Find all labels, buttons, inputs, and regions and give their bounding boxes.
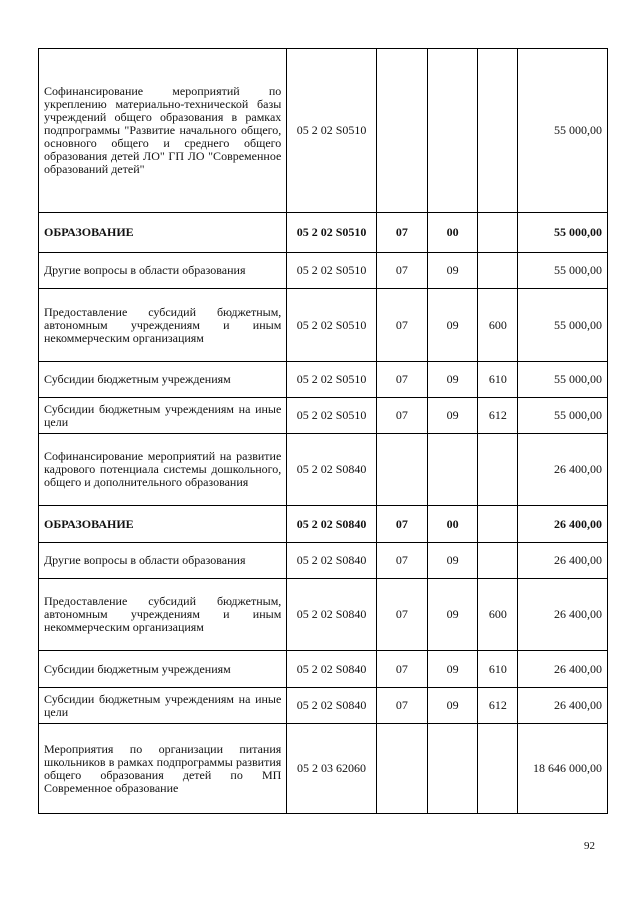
- cell-section: 07: [376, 506, 427, 543]
- row-name-text: Субсидии бюджетным учреждениям на иные цели: [44, 401, 282, 429]
- cell-target-code: 05 2 02 S0510: [287, 289, 376, 362]
- row-name-text: Субсидии бюджетным учреждениям: [44, 372, 231, 386]
- cell-amount: 26 400,00: [518, 579, 608, 651]
- cell-expense-type: [478, 213, 518, 253]
- cell-target-code: 05 2 02 S0840: [287, 543, 376, 579]
- cell-subsection: 09: [428, 579, 478, 651]
- cell-amount: 26 400,00: [518, 506, 608, 543]
- table-row: [39, 398, 608, 434]
- table-row: [39, 253, 608, 289]
- cell-expense-type: [478, 434, 518, 506]
- cell-section: 07: [376, 651, 427, 688]
- cell-section: 07: [376, 362, 427, 398]
- cell-expense-type: 610: [478, 651, 518, 688]
- cell-expense-type: [478, 49, 518, 213]
- cell-amount: 26 400,00: [518, 434, 608, 506]
- table-row: [39, 651, 608, 688]
- page-number: 92: [584, 840, 595, 852]
- row-name-text: Другие вопросы в области образования: [44, 263, 246, 277]
- cell-name: [39, 213, 287, 253]
- cell-amount: 26 400,00: [518, 543, 608, 579]
- cell-section: 07: [376, 213, 427, 253]
- table-row: [39, 724, 608, 814]
- table-row: [39, 688, 608, 724]
- cell-expense-type: 612: [478, 398, 518, 434]
- cell-subsection: 09: [428, 362, 478, 398]
- cell-section: [376, 434, 427, 506]
- cell-amount: 55 000,00: [518, 362, 608, 398]
- cell-subsection: 00: [428, 506, 478, 543]
- cell-section: 07: [376, 398, 427, 434]
- cell-amount: 55 000,00: [518, 253, 608, 289]
- cell-target-code: 05 2 02 S0840: [287, 434, 376, 506]
- cell-name: [39, 543, 287, 579]
- cell-name: [39, 289, 287, 362]
- cell-target-code: 05 2 02 S0840: [287, 579, 376, 651]
- cell-subsection: 09: [428, 253, 478, 289]
- table-row: [39, 362, 608, 398]
- cell-name: [39, 688, 287, 724]
- cell-subsection: 09: [428, 398, 478, 434]
- table-row: [39, 213, 608, 253]
- row-name-text: Софинансирование мероприятий по укреплению материально-технической базы учреждений общего образования в рамках подпрограммы "Развитие начального общего, основного общего и среднего общего образования детей ЛО" ГП ЛО "Современное образований детей": [44, 84, 282, 176]
- cell-expense-type: [478, 543, 518, 579]
- row-name-text: Софинансирование мероприятий на развитие кадрового потенциала системы дошкольного, общего и дополнительного образования: [44, 449, 282, 489]
- cell-section: 07: [376, 688, 427, 724]
- cell-target-code: 05 2 02 S0510: [287, 49, 376, 213]
- cell-subsection: 09: [428, 543, 478, 579]
- row-name-text: Другие вопросы в области образования: [44, 553, 246, 567]
- row-name-text: Субсидии бюджетным учреждениям: [44, 661, 231, 676]
- table-row: [39, 49, 608, 213]
- cell-subsection: [428, 49, 478, 213]
- cell-subsection: 00: [428, 213, 478, 253]
- cell-expense-type: 612: [478, 688, 518, 724]
- cell-section: 07: [376, 289, 427, 362]
- cell-target-code: 05 2 02 S0510: [287, 213, 376, 253]
- cell-section: [376, 49, 427, 213]
- cell-amount: 55 000,00: [518, 49, 608, 213]
- row-name-text: ОБРАЗОВАНИЕ: [44, 225, 134, 239]
- cell-target-code: 05 2 02 S0510: [287, 362, 376, 398]
- cell-name: [39, 434, 287, 506]
- cell-target-code: 05 2 02 S0840: [287, 688, 376, 724]
- cell-expense-type: 610: [478, 362, 518, 398]
- cell-subsection: [428, 724, 478, 814]
- cell-subsection: 09: [428, 289, 478, 362]
- cell-section: [376, 724, 427, 814]
- cell-expense-type: 600: [478, 289, 518, 362]
- cell-name: [39, 362, 287, 398]
- cell-target-code: 05 2 02 S0510: [287, 398, 376, 434]
- row-name-text: ОБРАЗОВАНИЕ: [44, 516, 134, 531]
- cell-section: 07: [376, 253, 427, 289]
- row-name-text: Субсидии бюджетным учреждениям на иные цели: [44, 691, 282, 719]
- cell-amount: 55 000,00: [518, 213, 608, 253]
- cell-subsection: 09: [428, 651, 478, 688]
- cell-amount: 18 646 000,00: [518, 724, 608, 814]
- table-row: [39, 434, 608, 506]
- table-row: [39, 543, 608, 579]
- table-row: [39, 289, 608, 362]
- budget-table-container: [38, 48, 608, 814]
- cell-expense-type: [478, 506, 518, 543]
- cell-expense-type: [478, 724, 518, 814]
- table-row: [39, 579, 608, 651]
- cell-name: [39, 253, 287, 289]
- row-name-text: Мероприятия по организации питания школьников в рамках подпрограммы развития общего образования детей по МП Современное образование: [44, 741, 282, 795]
- cell-target-code: 05 2 02 S0840: [287, 651, 376, 688]
- row-name-text: Предоставление субсидий бюджетным, автономным учреждениям и иным некоммерческим организациям: [44, 594, 282, 634]
- cell-section: 07: [376, 543, 427, 579]
- cell-name: [39, 506, 287, 543]
- cell-target-code: 05 2 02 S0510: [287, 253, 376, 289]
- budget-table: [38, 48, 608, 814]
- table-row: [39, 506, 608, 543]
- cell-name: [39, 724, 287, 814]
- cell-amount: 55 000,00: [518, 398, 608, 434]
- cell-amount: 26 400,00: [518, 688, 608, 724]
- cell-name: [39, 579, 287, 651]
- cell-subsection: [428, 434, 478, 506]
- cell-expense-type: 600: [478, 579, 518, 651]
- cell-name: [39, 398, 287, 434]
- cell-amount: 55 000,00: [518, 289, 608, 362]
- cell-amount: 26 400,00: [518, 651, 608, 688]
- cell-section: 07: [376, 579, 427, 651]
- cell-subsection: 09: [428, 688, 478, 724]
- cell-name: [39, 651, 287, 688]
- cell-name: [39, 49, 287, 213]
- cell-expense-type: [478, 253, 518, 289]
- cell-target-code: 05 2 02 S0840: [287, 506, 376, 543]
- row-name-text: Предоставление субсидий бюджетным, автономным учреждениям и иным некоммерческим организациям: [44, 304, 282, 345]
- cell-target-code: 05 2 03 62060: [287, 724, 376, 814]
- budget-table-body: [39, 49, 608, 814]
